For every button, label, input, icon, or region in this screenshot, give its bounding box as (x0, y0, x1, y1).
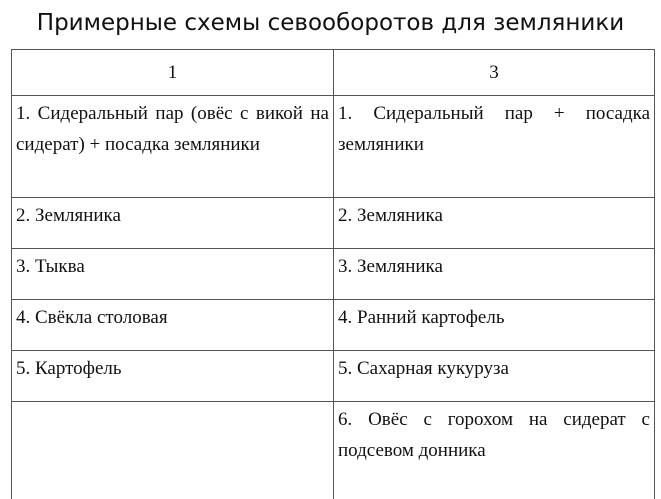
table-cell: 3. Тыква (12, 249, 334, 300)
table-cell: 2. Земляника (12, 198, 334, 249)
table-row (12, 300, 655, 351)
table-cell: 2. Земляника (334, 198, 655, 249)
table-header-row (12, 50, 655, 96)
column-header-scheme-3: 3 (334, 50, 655, 96)
table-cell: 1. Сидеральный пар + посадка земляники (334, 96, 655, 198)
table-cell: 3. Земляника (334, 249, 655, 300)
crop-rotation-table (11, 49, 655, 499)
table-cell: 4. Свёкла столовая (12, 300, 334, 351)
table-row (12, 198, 655, 249)
table-row (12, 96, 655, 198)
table-row (12, 351, 655, 402)
table-cell (12, 402, 334, 499)
table-cell: 5. Картофель (12, 351, 334, 402)
column-header-scheme-1: 1 (12, 50, 334, 96)
table-row (12, 249, 655, 300)
page-title: Примерные схемы севооборотов для земляники (0, 6, 661, 40)
table-row (12, 402, 655, 499)
table-cell: 1. Сидеральный пар (овёс с викой на сидерат) + посадка земляники (12, 96, 334, 198)
table-cell: 6. Овёс с горохом на сидерат с подсевом донника (334, 402, 655, 499)
table-cell: 4. Ранний картофель (334, 300, 655, 351)
table-cell: 5. Сахарная кукуруза (334, 351, 655, 402)
